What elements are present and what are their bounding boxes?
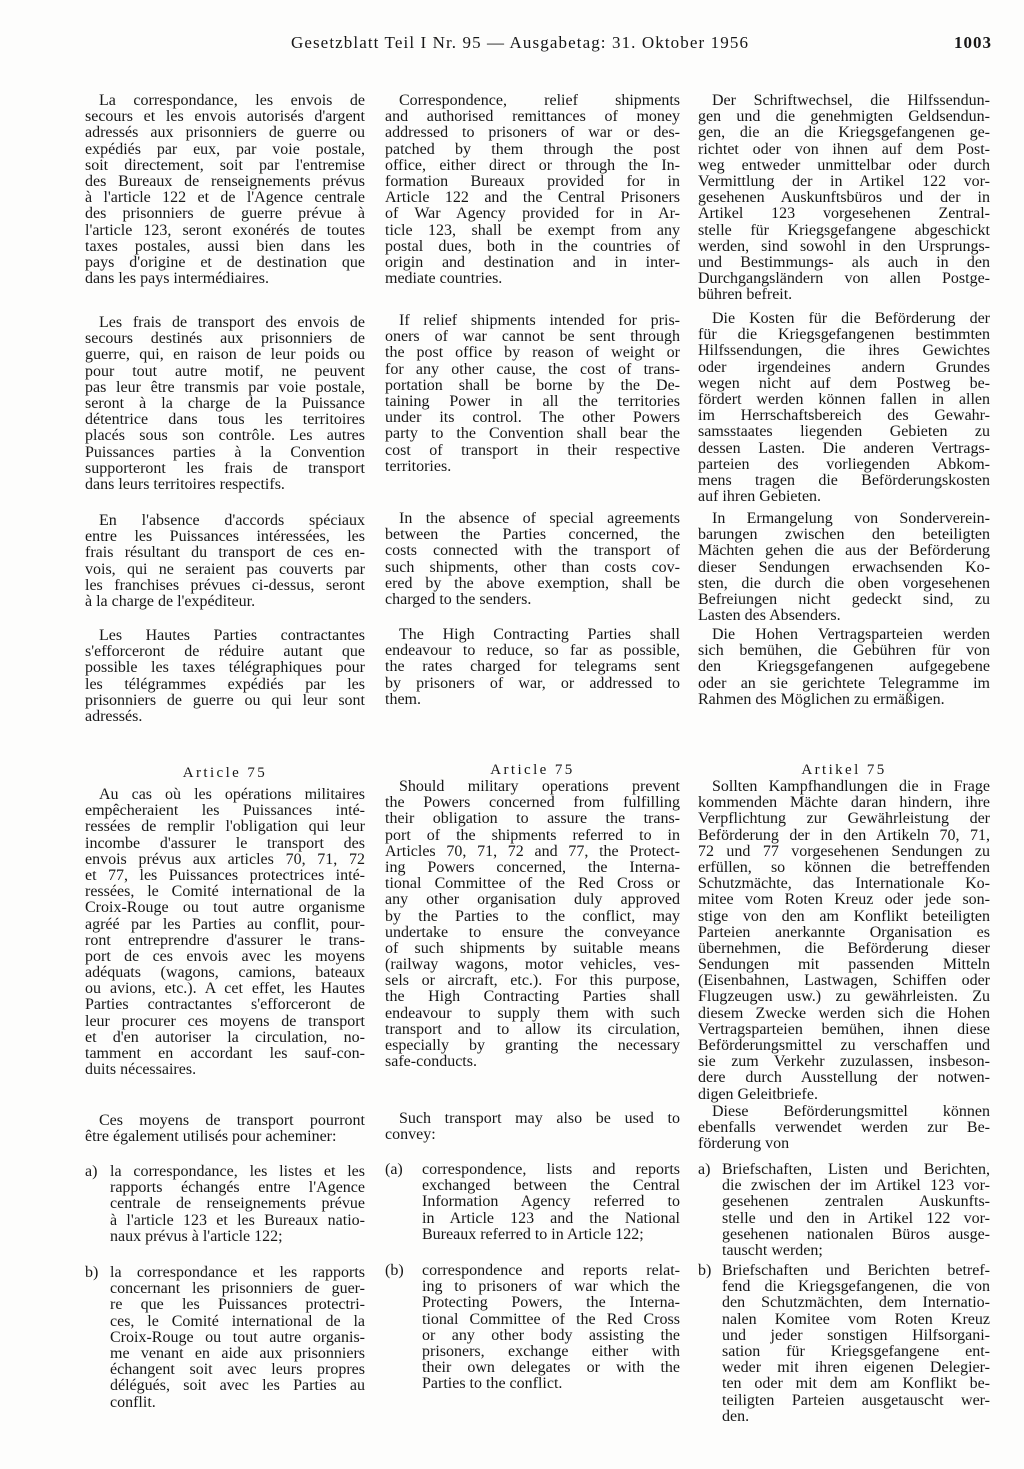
text-line: portation shall be borne by the De- xyxy=(385,376,680,394)
text-line: secours destinés aux prisonniers de xyxy=(85,330,365,348)
text-line: des prisonniers de guerre prévue à xyxy=(85,205,365,223)
text-line: Vermittlung der in Artikel 122 vor- xyxy=(698,172,990,190)
text-line: richtet oder von ihnen auf dem Post- xyxy=(698,140,990,158)
list-marker: (b) xyxy=(385,1262,404,1279)
text-line: secours et les envois autorisés d'argent xyxy=(85,108,365,126)
text-line: ces, le Comité international de la xyxy=(110,1312,365,1330)
text-line: Les frais de transport des envois de xyxy=(99,314,365,331)
text-line: Bureaux referred to in Article 122; xyxy=(422,1225,644,1243)
list-marker: (a) xyxy=(385,1161,403,1178)
text-line: port de ces envois avec les moyens xyxy=(85,947,365,965)
text-line: oners of war cannot be sent through xyxy=(385,328,680,346)
text-line: erfüllen, so können die betreffenden xyxy=(698,858,990,876)
text-line: sation für Kriegsgefangene ent- xyxy=(722,1342,990,1360)
text-line: digen Geleitbriefe. xyxy=(698,1085,818,1103)
text-line: ered by the above exemption, shall be xyxy=(385,574,680,592)
text-line: prisonniers de guerre ou qui leur sont xyxy=(85,691,365,709)
text-line: Croix-Rouge ou tout autre organis- xyxy=(110,1328,365,1346)
text-line: förderung von xyxy=(698,1135,790,1153)
text-line: adressés aux prisonniers de guerre ou xyxy=(85,124,365,142)
german-paragraph-telegram-rates xyxy=(698,627,990,708)
text-line: endeavour to supply them with such xyxy=(385,1004,680,1022)
text-line: correspondence, lists and reports xyxy=(422,1161,680,1178)
text-line: Parties to the conflict. xyxy=(422,1375,563,1393)
text-line: Hilfssendungen, die ihres Gewichtes xyxy=(698,342,990,360)
text-line: Befreiungen nicht gedeckt sind, zu xyxy=(698,590,990,608)
text-line: sie zum Verkehr zuzulassen, insbeson- xyxy=(698,1053,990,1071)
text-line: conflit. xyxy=(110,1393,156,1411)
text-line: such shipments, other than costs cov- xyxy=(385,558,680,576)
text-line: übernehmen, die Beförderung dieser xyxy=(698,939,990,957)
text-line: Briefschaften, Listen und Berichten, xyxy=(722,1161,990,1178)
text-line: les franchises prévues ci-dessus, seront xyxy=(85,576,365,594)
text-line: supporteront les frais de transport xyxy=(85,459,365,477)
text-line: sten, die durch die oben vorgesehenen xyxy=(698,574,990,592)
text-line: gesehenen zentralen Auskunfts- xyxy=(722,1193,990,1211)
text-line: me venant en aide aux prisonniers xyxy=(110,1344,365,1362)
german-paragraph-postal-exemption xyxy=(698,93,990,303)
text-line: by the Parties to the conflict, may xyxy=(385,907,680,925)
text-line: rapports échangés entre l'Agence xyxy=(110,1179,365,1197)
text-line: stige von den am Konflikt beteiligten xyxy=(698,907,990,925)
text-line: diesem Zwecke werden sich die Hohen xyxy=(698,1004,990,1022)
text-line: soit directement, soit par l'entremise xyxy=(85,156,365,174)
text-line: auf ihren Gebieten. xyxy=(698,488,822,506)
french-list-item-b xyxy=(85,1265,365,1411)
text-line: and authorised remittances of money xyxy=(385,108,680,126)
french-article-heading: Article 75 xyxy=(182,765,268,781)
text-line: dieser Sendungen erwachsenden Ko- xyxy=(698,558,990,576)
text-line: incombe d'assurer le transport des xyxy=(85,834,365,852)
french-column xyxy=(85,0,365,1469)
text-line: cost of transport in their respective xyxy=(385,441,680,459)
text-line: correspondence and reports relat- xyxy=(422,1262,680,1279)
text-line: ebenfalls verwendet werden zur Be- xyxy=(698,1119,990,1137)
text-line: wegen nicht auf dem Postweg be- xyxy=(698,374,990,392)
text-line: any other organisation duly approved xyxy=(385,891,680,909)
text-line: weder mit ihren eigenen Delegier- xyxy=(722,1359,990,1377)
text-line: gen und die genehmigten Geldsendun- xyxy=(698,108,990,126)
text-line: sels or aircraft, etc.). For this purpose, xyxy=(385,972,680,990)
english-list-item-a xyxy=(385,1162,680,1243)
text-line: in Article 123 and the National xyxy=(422,1209,680,1227)
text-line: stelle und den in Artikel 122 vor- xyxy=(722,1209,990,1227)
text-line: den Schutzmächten, dem Internatio- xyxy=(722,1294,990,1312)
text-line: Should military operations prevent xyxy=(399,778,680,795)
text-line: gesehenen Auskunftsbüros und der in xyxy=(698,189,990,207)
text-line: Die Hohen Vertragsparteien werden xyxy=(712,626,990,643)
list-marker: a) xyxy=(85,1163,98,1180)
text-line: Ces moyens de transport pourront xyxy=(99,1112,365,1129)
text-line: les télégrammes expédiés par les xyxy=(85,675,365,693)
text-line: prisoners, exchange either with xyxy=(422,1342,680,1360)
text-line: Artikel 123 vorgesehenen Zentral- xyxy=(698,205,990,223)
text-line: agréé par les Parties au conflit, pour- xyxy=(85,915,365,933)
text-line: exchanged between the Central xyxy=(422,1177,680,1195)
text-line: (railway wagons, motor vehicles, ves- xyxy=(385,956,680,974)
text-line: In the absence of special agreements xyxy=(399,510,680,527)
text-line: Parties contractantes s'efforceront de xyxy=(85,996,365,1014)
text-line: adéquats (wagons, camions, bateaux xyxy=(85,964,365,982)
text-line: délégués, soit avec les Parties au xyxy=(110,1377,365,1395)
text-line: envois prévus aux articles 70, 71, 72 xyxy=(85,850,365,868)
text-line: duits nécessaires. xyxy=(85,1061,197,1079)
text-line: Croix-Rouge ou tout autre organisme xyxy=(85,899,365,917)
text-line: à l'article 122 et de l'Agence centrale xyxy=(85,189,365,207)
text-line: If relief shipments intended for pris- xyxy=(399,312,680,329)
list-item-text xyxy=(722,1162,990,1259)
text-line: oder irgendeines andern Grundes xyxy=(698,358,990,376)
text-line: nalen Komitee vom Roten Kreuz xyxy=(722,1310,990,1328)
text-line: des Bureaux de renseignements prévus xyxy=(85,172,365,190)
text-line: their own delegates or with the xyxy=(422,1359,680,1377)
english-list-item-b xyxy=(385,1263,680,1393)
text-line: et 77, les Puissances protectrices inté- xyxy=(85,866,365,884)
text-line: convey: xyxy=(385,1126,436,1144)
english-article-heading: Article 75 xyxy=(490,762,575,778)
text-line: pays d'origine et de destination que xyxy=(85,253,365,271)
text-line: The High Contracting Parties shall xyxy=(399,626,680,643)
text-line: expédiés par eux, par voie postale, xyxy=(85,140,365,158)
text-line: Information Agency referred to xyxy=(422,1193,680,1211)
text-line: vois, qui ne seraient pas couverts par xyxy=(85,560,365,578)
text-line: Articles 70, 71, 72 and 77, the Protect- xyxy=(385,842,680,860)
page-header-title: Gesetzblatt Teil I Nr. 95 — Ausgabetag: 31. Oktober 1956 xyxy=(290,33,750,52)
text-line: dans les pays intermédiaires. xyxy=(85,270,269,288)
text-line: taxes postales, aussi bien dans les xyxy=(85,237,365,255)
text-line: im Herrschaftsbereich des Gewahr- xyxy=(698,407,990,425)
text-line: guerre, qui, en raison de leur poids ou xyxy=(85,346,365,364)
text-line: party to the Convention shall bear the xyxy=(385,425,680,443)
english-paragraph-transport-costs xyxy=(385,313,680,475)
text-line: them. xyxy=(385,690,421,708)
text-line: weg entweder unmittelbar oder durch xyxy=(698,156,990,174)
text-line: possible les taxes télégraphiques pour xyxy=(85,659,365,677)
text-line: bühren befreit. xyxy=(698,286,793,304)
text-line: undertake to ensure the conveyance xyxy=(385,923,680,941)
text-line: gesehenen nationalen Büros ausge- xyxy=(722,1225,990,1243)
text-line: origin and destination and in inter- xyxy=(385,253,680,271)
text-line: Article 122 and the Central Prisoners xyxy=(385,189,680,207)
text-line: safe-conducts. xyxy=(385,1053,477,1071)
text-line: of such shipments by suitable means xyxy=(385,939,680,957)
text-line: barungen zwischen den beteiligten xyxy=(698,526,990,544)
text-line: naux prévus à l'article 122; xyxy=(110,1227,283,1245)
text-line: Puissances parties à la Convention xyxy=(85,443,365,461)
text-line: Such transport may also be used to xyxy=(399,1110,680,1127)
text-line: und jeder sonstigen Hilfsorgani- xyxy=(722,1326,990,1344)
text-line: sich bemühen, die Gebühren für von xyxy=(698,642,990,660)
text-line: kommenden Mächte daran hindern, ihre xyxy=(698,794,990,812)
english-paragraph-special-agreements xyxy=(385,511,680,608)
text-line: formation Bureaux provided for in xyxy=(385,172,680,190)
text-line: mens tragen die Beförderungskosten xyxy=(698,471,990,489)
text-line: charged to the senders. xyxy=(385,590,532,608)
text-line: Sollten Kampfhandlungen die in Frage xyxy=(712,778,990,795)
text-line: frais résultant du transport de ces en- xyxy=(85,544,365,562)
list-marker: a) xyxy=(698,1161,711,1178)
text-line: En l'absence d'accords spéciaux xyxy=(99,512,365,529)
text-line: Beförderung der in den Artikeln 70, 71, xyxy=(698,826,990,844)
text-line: ing to prisoners of war which the xyxy=(422,1278,680,1296)
list-item-text xyxy=(422,1162,680,1243)
text-line: ressées de remplir l'obligation qui leur xyxy=(85,818,365,836)
text-line: Schutzmächte, das Internationale Ko- xyxy=(698,875,990,893)
text-line: tauscht werden; xyxy=(722,1241,823,1259)
french-paragraph-telegram-rates xyxy=(85,628,365,725)
text-line: fend die Kriegsgefangenen, die von xyxy=(722,1278,990,1296)
text-line: adressés. xyxy=(85,707,143,725)
english-column xyxy=(385,0,680,1469)
text-line: Briefschaften und Berichten betref- xyxy=(722,1262,990,1279)
text-line: oder an sie gerichtete Telegramme im xyxy=(698,674,990,692)
french-paragraph-postal-exemption xyxy=(85,93,365,287)
text-line: Sendungen mit passenden Mitteln xyxy=(698,956,990,974)
text-line: à l'article 123 et les Bureaux natio- xyxy=(110,1211,365,1229)
text-line: den. xyxy=(722,1407,750,1425)
text-line: territories. xyxy=(385,457,452,475)
french-paragraph-transport-uses xyxy=(85,1113,365,1145)
text-line: Parteien anerkannte Organisation es xyxy=(698,923,990,941)
text-line: Correspondence, relief shipments xyxy=(399,92,680,109)
list-item-text xyxy=(110,1265,365,1411)
text-line: l'article 123, seront exonérés de toutes xyxy=(85,221,365,239)
french-paragraph-special-agreements xyxy=(85,513,365,610)
text-line: port of the shipments referred to in xyxy=(385,826,680,844)
text-line: the Powers concerned from fulfilling xyxy=(385,794,680,812)
text-line: à la charge de l'expéditeur. xyxy=(85,592,256,610)
text-line: die zwischen der im Artikel 123 vor- xyxy=(722,1177,990,1195)
text-line: especially by granting the necessary xyxy=(385,1037,680,1054)
text-line: tamment en accordant les sauf-con- xyxy=(85,1045,365,1062)
text-line: transport and to allow its circulation, xyxy=(385,1020,680,1038)
text-line: gen, die an die Kriegsgefangenen ge- xyxy=(698,124,990,142)
text-line: endeavour to reduce, so far as possible, xyxy=(385,642,680,660)
text-line: placés sous son contrôle. Les autres xyxy=(85,427,365,445)
german-paragraph-transport-uses xyxy=(698,1104,990,1153)
text-line: Der Schriftwechsel, die Hilfssendun- xyxy=(712,92,990,109)
text-line: Mächten gehen die aus der Beförderung xyxy=(698,542,990,560)
french-paragraph-transport-costs xyxy=(85,315,365,493)
text-line: Durchgangsländern von allen Postge- xyxy=(698,270,990,288)
text-line: costs connected with the transport of xyxy=(385,542,680,560)
text-line: Die Kosten für die Beförderung der xyxy=(712,310,990,327)
german-paragraph-special-agreements xyxy=(698,511,990,624)
text-line: für die Kriegsgefangenen bestimmten xyxy=(698,326,990,344)
text-line: la correspondance, les listes et les xyxy=(110,1163,365,1180)
text-line: seront à la charge de la Puissance xyxy=(85,394,365,412)
german-paragraph-transport-costs xyxy=(698,311,990,505)
text-line: werden, sind sowohl in den Ursprungs- xyxy=(698,237,990,255)
text-line: fördert werden können fallen in allen xyxy=(698,390,990,408)
text-line: their obligation to assure the trans- xyxy=(385,810,680,828)
english-paragraph-transport-uses xyxy=(385,1111,680,1143)
text-line: parteien des vorliegenden Abkom- xyxy=(698,455,990,473)
text-line: échangent soit avec leurs propres xyxy=(110,1361,365,1379)
text-line: for any other cause, the cost of trans- xyxy=(385,360,680,378)
english-paragraph-military-operations xyxy=(385,779,680,1070)
german-list-item-b xyxy=(698,1263,990,1425)
text-line: mediate countries. xyxy=(385,270,503,288)
text-line: Les Hautes Parties contractantes xyxy=(99,627,365,644)
text-line: entre les Puissances intéressées, les xyxy=(85,528,365,546)
text-line: (Eisenbahnen, Lastwagen, Schiffen oder xyxy=(698,972,990,990)
text-line: patched by them through the post xyxy=(385,140,680,158)
text-line: être également utilisés pour acheminer: xyxy=(85,1128,337,1146)
text-line: dere durch Ausstellung der notwen- xyxy=(698,1069,990,1087)
text-line: between the Parties concerned, the xyxy=(385,526,680,544)
text-line: under its control. The other Powers xyxy=(385,409,680,427)
text-line: ticle 123, shall be exempt from any xyxy=(385,221,680,239)
text-line: ou avions, etc.). A cet effet, les Hautes xyxy=(85,980,365,998)
list-item-text xyxy=(422,1263,680,1393)
german-paragraph-military-operations xyxy=(698,779,990,1103)
text-line: samsstaates liegenden Gebieten zu xyxy=(698,423,990,441)
text-line: of War Agency provided for in Ar- xyxy=(385,205,680,223)
text-line: den Kriegsgefangenen aufgegebene xyxy=(698,658,990,676)
text-line: taining Power in all the territories xyxy=(385,392,680,410)
page-number: 1003 xyxy=(954,33,992,52)
text-line: or any other body assisting the xyxy=(422,1326,680,1344)
list-marker: b) xyxy=(85,1264,99,1281)
list-item-text xyxy=(722,1263,990,1425)
text-line: centrale de renseignements prévue xyxy=(110,1195,365,1213)
text-line: tional Committee of the Red Cross or xyxy=(385,875,680,893)
text-line: addressed to prisoners of war or des- xyxy=(385,124,680,142)
text-line: dans leurs territoires respectifs. xyxy=(85,475,285,493)
german-column xyxy=(698,0,990,1469)
text-line: Lasten des Absenders. xyxy=(698,607,841,625)
text-line: Vertragsparteien bemühen, ihnen diese xyxy=(698,1020,990,1038)
english-paragraph-postal-exemption xyxy=(385,93,680,287)
text-line: Flugzeugen usw.) zu gewährleisten. Zu xyxy=(698,988,990,1006)
text-line: concernant les prisonniers de guer- xyxy=(110,1280,365,1298)
text-line: pas leur être transmis par voie postale, xyxy=(85,378,365,396)
text-line: s'efforceront de réduire autant que xyxy=(85,643,365,661)
text-line: teiligten Parteien ausgetauscht wer- xyxy=(722,1391,990,1409)
text-line: la correspondance et les rapports xyxy=(110,1264,365,1281)
text-line: Protecting Powers, the Interna- xyxy=(422,1294,680,1312)
text-line: et d'en autoriser la circulation, no- xyxy=(85,1028,365,1046)
french-list-item-a xyxy=(85,1164,365,1245)
text-line: In Ermangelung von Sonderverein- xyxy=(712,510,990,527)
text-line: re que les Puissances protectri- xyxy=(110,1296,365,1314)
text-line: the post office by reason of weight or xyxy=(385,344,680,362)
list-item-text xyxy=(110,1164,365,1245)
french-paragraph-military-operations xyxy=(85,787,365,1078)
text-line: 72 und 77 vorgesehenen Sendungen zu xyxy=(698,842,990,860)
text-line: pour tout autre motif, ne peuvent xyxy=(85,362,365,380)
english-paragraph-telegram-rates xyxy=(385,627,680,708)
list-marker: b) xyxy=(698,1262,712,1279)
text-line: Diese Beförderungsmittel können xyxy=(712,1103,990,1120)
text-line: postal dues, both in the countries of xyxy=(385,237,680,255)
text-line: office, either direct or through the In- xyxy=(385,156,680,174)
text-line: Au cas où les opérations militaires xyxy=(99,786,365,803)
text-line: stelle für Kriegsgefangene abgeschickt xyxy=(698,221,990,239)
text-line: leur procurer ces moyens de transport xyxy=(85,1012,365,1030)
german-article-heading: Artikel 75 xyxy=(801,762,887,778)
text-line: by prisoners of war, or addressed to xyxy=(385,674,680,692)
text-line: mitee vom Roten Kreuz oder jede son- xyxy=(698,891,990,909)
text-line: ressées, le Comité international de la xyxy=(85,883,365,901)
text-line: La correspondance, les envois de xyxy=(99,92,365,109)
text-line: the rates charged for telegrams sent xyxy=(385,658,680,676)
text-line: und Bestimmungs- als auch in den xyxy=(698,253,990,271)
text-line: ten oder mit dem am Konflikt be- xyxy=(722,1375,990,1393)
text-line: Rahmen des Möglichen zu ermäßigen. xyxy=(698,690,945,708)
text-line: Beförderungsmittel zu verschaffen und xyxy=(698,1037,990,1054)
text-line: Verpflichtung zur Gewährleistung der xyxy=(698,810,990,828)
german-list-item-a xyxy=(698,1162,990,1259)
text-line: ront entreprendre d'assurer le trans- xyxy=(85,931,365,949)
text-line: détentrice dans tous les territoires xyxy=(85,411,365,429)
text-line: the High Contracting Parties shall xyxy=(385,988,680,1006)
text-line: empêcheraient les Puissances inté- xyxy=(85,802,365,820)
text-line: tional Committee of the Red Cross xyxy=(422,1310,680,1328)
text-line: ing Powers concerned, the Interna- xyxy=(385,858,680,876)
text-line: dessen Lasten. Die anderen Vertrags- xyxy=(698,439,990,457)
